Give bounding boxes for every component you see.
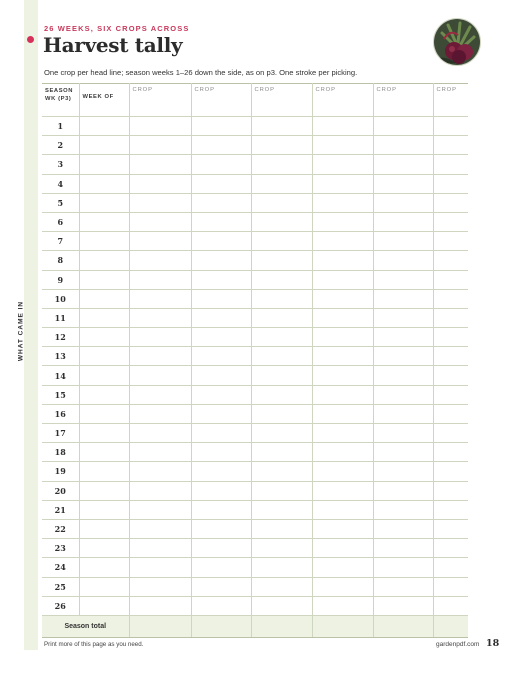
- tally-cell[interactable]: [433, 385, 468, 404]
- total-cell[interactable]: [312, 615, 373, 637]
- week-of-cell[interactable]: [79, 577, 129, 596]
- tally-cell[interactable]: [433, 500, 468, 519]
- tally-cell[interactable]: [373, 443, 433, 462]
- week-number: 2: [42, 136, 79, 155]
- tally-cell[interactable]: [433, 366, 468, 385]
- tally-cell[interactable]: [251, 328, 312, 347]
- week-number: 24: [42, 558, 79, 577]
- table-row: [42, 174, 468, 193]
- week-number: 4: [42, 174, 79, 193]
- tally-cell[interactable]: [251, 117, 312, 136]
- table-row: [42, 519, 468, 538]
- tally-cell[interactable]: [433, 136, 468, 155]
- season-week-header: [42, 84, 79, 117]
- tally-cell[interactable]: [191, 193, 251, 212]
- week-of-cell[interactable]: [79, 212, 129, 231]
- tally-cell[interactable]: [373, 424, 433, 443]
- tally-cell[interactable]: [191, 385, 251, 404]
- week-number: 3: [42, 155, 79, 174]
- tally-cell[interactable]: [129, 443, 191, 462]
- week-number: 19: [42, 462, 79, 481]
- week-of-cell[interactable]: [79, 558, 129, 577]
- tally-cell[interactable]: [129, 481, 191, 500]
- week-of-cell[interactable]: [79, 136, 129, 155]
- tally-cell[interactable]: [251, 462, 312, 481]
- week-number: 23: [42, 539, 79, 558]
- season-header-line2: WK (P3): [45, 96, 72, 102]
- week-of-cell[interactable]: [79, 328, 129, 347]
- tally-cell[interactable]: [373, 270, 433, 289]
- table-row: [42, 308, 468, 327]
- tally-cell[interactable]: [251, 289, 312, 308]
- tally-cell[interactable]: [312, 443, 373, 462]
- tally-cell[interactable]: [129, 270, 191, 289]
- tally-cell[interactable]: [129, 366, 191, 385]
- week-of-cell[interactable]: [79, 539, 129, 558]
- tally-cell[interactable]: [251, 404, 312, 423]
- tally-cell[interactable]: [251, 347, 312, 366]
- tally-cell[interactable]: [251, 136, 312, 155]
- tally-cell[interactable]: [251, 155, 312, 174]
- tally-cell[interactable]: [433, 596, 468, 615]
- week-of-header: WEEK OF: [79, 84, 129, 117]
- page-number: 18: [486, 638, 500, 649]
- beet-photo: [433, 18, 481, 66]
- tally-cell[interactable]: [433, 328, 468, 347]
- tally-cell[interactable]: [312, 404, 373, 423]
- week-of-cell[interactable]: [79, 596, 129, 615]
- tally-cell[interactable]: [129, 462, 191, 481]
- tally-cell[interactable]: [433, 117, 468, 136]
- week-of-cell[interactable]: [79, 443, 129, 462]
- tally-cell[interactable]: [191, 577, 251, 596]
- tally-cell[interactable]: [373, 404, 433, 423]
- week-of-cell[interactable]: [79, 500, 129, 519]
- accent-dot: [27, 36, 34, 43]
- tally-cell[interactable]: [433, 404, 468, 423]
- tally-cell[interactable]: [312, 232, 373, 251]
- side-strip: [24, 0, 38, 650]
- week-number: 5: [42, 193, 79, 212]
- tally-cell[interactable]: [373, 289, 433, 308]
- tally-cell[interactable]: [251, 577, 312, 596]
- tally-cell[interactable]: [129, 289, 191, 308]
- tally-cell[interactable]: [251, 308, 312, 327]
- crop-header[interactable]: CROP: [373, 84, 433, 117]
- tally-cell[interactable]: [312, 347, 373, 366]
- week-of-cell[interactable]: [79, 174, 129, 193]
- week-of-cell[interactable]: [79, 117, 129, 136]
- tally-cell[interactable]: [433, 462, 468, 481]
- table-row: [42, 328, 468, 347]
- tally-cell[interactable]: [191, 347, 251, 366]
- header-row: [42, 84, 468, 117]
- tally-cell[interactable]: [433, 577, 468, 596]
- tally-cell[interactable]: [433, 270, 468, 289]
- tally-cell[interactable]: [312, 500, 373, 519]
- tally-cell[interactable]: [191, 328, 251, 347]
- table-row: [42, 462, 468, 481]
- tally-cell[interactable]: [251, 270, 312, 289]
- tally-cell[interactable]: [433, 174, 468, 193]
- tally-cell[interactable]: [129, 193, 191, 212]
- tally-cell[interactable]: [433, 193, 468, 212]
- tally-cell[interactable]: [251, 558, 312, 577]
- week-of-cell[interactable]: [79, 366, 129, 385]
- tally-cell[interactable]: [129, 232, 191, 251]
- week-of-cell[interactable]: [79, 519, 129, 538]
- tally-cell[interactable]: [129, 577, 191, 596]
- tally-cell[interactable]: [312, 424, 373, 443]
- week-number: 10: [42, 289, 79, 308]
- crop-header[interactable]: CROP: [129, 84, 191, 117]
- tally-cell[interactable]: [129, 500, 191, 519]
- table-row: [42, 424, 468, 443]
- table-row: [42, 251, 468, 270]
- week-number: 12: [42, 328, 79, 347]
- total-cell[interactable]: [251, 615, 312, 637]
- tally-cell[interactable]: [312, 251, 373, 270]
- tally-cell[interactable]: [373, 385, 433, 404]
- tally-cell[interactable]: [373, 500, 433, 519]
- table-row: [42, 596, 468, 615]
- week-of-cell[interactable]: [79, 481, 129, 500]
- week-of-cell[interactable]: [79, 289, 129, 308]
- tally-cell[interactable]: [373, 462, 433, 481]
- tally-cell[interactable]: [191, 500, 251, 519]
- tally-cell[interactable]: [312, 328, 373, 347]
- week-number: 26: [42, 596, 79, 615]
- table-row: [42, 347, 468, 366]
- tally-cell[interactable]: [251, 500, 312, 519]
- total-cell[interactable]: [373, 615, 433, 637]
- eyebrow: 26 WEEKS, SIX CROPS ACROSS: [44, 24, 190, 33]
- tally-cell[interactable]: [433, 558, 468, 577]
- tally-cell[interactable]: [433, 347, 468, 366]
- week-number: 20: [42, 481, 79, 500]
- tally-cell[interactable]: [191, 251, 251, 270]
- tally-cell[interactable]: [129, 404, 191, 423]
- tally-cell[interactable]: [373, 366, 433, 385]
- tally-cell[interactable]: [373, 174, 433, 193]
- tally-cell[interactable]: [373, 155, 433, 174]
- tally-cell[interactable]: [129, 385, 191, 404]
- tally-cell[interactable]: [373, 232, 433, 251]
- tally-cell[interactable]: [191, 424, 251, 443]
- instructions: One crop per head line; season weeks 1–26 down the side, as on p3. One stroke per picking.: [44, 68, 358, 77]
- tally-cell[interactable]: [433, 251, 468, 270]
- tally-cell[interactable]: [312, 519, 373, 538]
- tally-cell[interactable]: [373, 193, 433, 212]
- week-number: 1: [42, 117, 79, 136]
- table-row: [42, 117, 468, 136]
- tally-cell[interactable]: [191, 462, 251, 481]
- tally-cell[interactable]: [129, 155, 191, 174]
- crop-header[interactable]: CROP: [191, 84, 251, 117]
- table-row: [42, 443, 468, 462]
- tally-cell[interactable]: [433, 539, 468, 558]
- tally-cell[interactable]: [312, 136, 373, 155]
- footer-note: Print more of this page as you need.: [44, 641, 144, 648]
- tally-cell[interactable]: [373, 328, 433, 347]
- week-of-cell[interactable]: [79, 404, 129, 423]
- tally-cell[interactable]: [312, 596, 373, 615]
- tally-table: [42, 83, 468, 638]
- crop-header[interactable]: CROP: [312, 84, 373, 117]
- tally-cell[interactable]: [312, 539, 373, 558]
- page-title: Harvest tally: [43, 33, 183, 57]
- table-row: [42, 385, 468, 404]
- tally-cell[interactable]: [191, 174, 251, 193]
- tally-cell[interactable]: [129, 212, 191, 231]
- week-of-cell[interactable]: [79, 232, 129, 251]
- tally-cell[interactable]: [373, 519, 433, 538]
- tally-cell[interactable]: [373, 577, 433, 596]
- week-of-cell[interactable]: [79, 155, 129, 174]
- side-label: WHAT CAME IN: [17, 300, 25, 362]
- week-of-cell[interactable]: [79, 251, 129, 270]
- tally-cell[interactable]: [312, 366, 373, 385]
- tally-cell[interactable]: [191, 558, 251, 577]
- week-number: 7: [42, 232, 79, 251]
- tally-cell[interactable]: [129, 596, 191, 615]
- table-row: [42, 481, 468, 500]
- tally-cell[interactable]: [433, 519, 468, 538]
- tally-cell[interactable]: [312, 155, 373, 174]
- tally-cell[interactable]: [433, 481, 468, 500]
- tally-cell[interactable]: [129, 519, 191, 538]
- tally-cell[interactable]: [373, 539, 433, 558]
- footer-site[interactable]: gardenpdf.com: [436, 641, 480, 648]
- tally-cell[interactable]: [191, 539, 251, 558]
- table-row: [42, 558, 468, 577]
- table-row: [42, 500, 468, 519]
- week-number: 22: [42, 519, 79, 538]
- tally-cell[interactable]: [191, 212, 251, 231]
- tally-cell[interactable]: [373, 347, 433, 366]
- table-row: [42, 366, 468, 385]
- tally-cell[interactable]: [433, 289, 468, 308]
- tally-cell[interactable]: [433, 232, 468, 251]
- tally-cell[interactable]: [191, 308, 251, 327]
- table-row: [42, 212, 468, 231]
- tally-cell[interactable]: [251, 424, 312, 443]
- crop-header[interactable]: CROP: [433, 84, 468, 117]
- tally-cell[interactable]: [251, 193, 312, 212]
- tally-cell[interactable]: [129, 539, 191, 558]
- week-number: 14: [42, 366, 79, 385]
- total-cell[interactable]: [129, 615, 191, 637]
- tally-cell[interactable]: [191, 519, 251, 538]
- week-of-cell[interactable]: [79, 193, 129, 212]
- tally-cell[interactable]: [129, 328, 191, 347]
- tally-cell[interactable]: [433, 212, 468, 231]
- tally-cell[interactable]: [312, 174, 373, 193]
- week-of-cell[interactable]: [79, 424, 129, 443]
- week-number: 15: [42, 385, 79, 404]
- tally-cell[interactable]: [312, 385, 373, 404]
- tally-grid: [42, 83, 468, 638]
- tally-cell[interactable]: [312, 270, 373, 289]
- week-of-cell[interactable]: [79, 270, 129, 289]
- week-number: 16: [42, 404, 79, 423]
- crop-header[interactable]: CROP: [251, 84, 312, 117]
- week-number: 8: [42, 251, 79, 270]
- week-number: 6: [42, 212, 79, 231]
- week-number: 18: [42, 443, 79, 462]
- tally-cell[interactable]: [191, 155, 251, 174]
- tally-cell[interactable]: [251, 596, 312, 615]
- tally-cell[interactable]: [312, 212, 373, 231]
- tally-cell[interactable]: [433, 308, 468, 327]
- tally-cell[interactable]: [251, 443, 312, 462]
- tally-cell[interactable]: [373, 481, 433, 500]
- tally-cell[interactable]: [191, 289, 251, 308]
- week-of-cell[interactable]: [79, 385, 129, 404]
- week-number: 11: [42, 308, 79, 327]
- tally-cell[interactable]: [129, 136, 191, 155]
- tally-cell[interactable]: [129, 308, 191, 327]
- table-row: [42, 539, 468, 558]
- table-row: [42, 289, 468, 308]
- week-number: 17: [42, 424, 79, 443]
- tally-cell[interactable]: [312, 117, 373, 136]
- tally-cell[interactable]: [191, 481, 251, 500]
- season-total-label: Season total: [42, 615, 129, 637]
- tally-cell[interactable]: [251, 232, 312, 251]
- tally-cell[interactable]: [373, 558, 433, 577]
- tally-cell[interactable]: [191, 443, 251, 462]
- tally-cell[interactable]: [191, 596, 251, 615]
- tally-cell[interactable]: [433, 155, 468, 174]
- tally-cell[interactable]: [251, 251, 312, 270]
- tally-cell[interactable]: [373, 117, 433, 136]
- week-of-cell[interactable]: [79, 347, 129, 366]
- week-of-cell[interactable]: [79, 308, 129, 327]
- tally-cell[interactable]: [191, 366, 251, 385]
- tally-cell[interactable]: [312, 462, 373, 481]
- week-number: 13: [42, 347, 79, 366]
- tally-cell[interactable]: [433, 424, 468, 443]
- tally-cell[interactable]: [312, 193, 373, 212]
- tally-cell[interactable]: [191, 270, 251, 289]
- week-number: 9: [42, 270, 79, 289]
- tally-cell[interactable]: [312, 481, 373, 500]
- tally-cell[interactable]: [312, 558, 373, 577]
- tally-cell[interactable]: [373, 308, 433, 327]
- tally-cell[interactable]: [373, 212, 433, 231]
- tally-cell[interactable]: [251, 385, 312, 404]
- week-number: 25: [42, 577, 79, 596]
- total-cell[interactable]: [191, 615, 251, 637]
- tally-cell[interactable]: [312, 577, 373, 596]
- table-row: [42, 232, 468, 251]
- week-number: 21: [42, 500, 79, 519]
- table-row: [42, 577, 468, 596]
- tally-cell[interactable]: [251, 481, 312, 500]
- week-rows: [42, 117, 468, 616]
- tally-cell[interactable]: [433, 443, 468, 462]
- tally-cell[interactable]: [251, 174, 312, 193]
- tally-cell[interactable]: [129, 558, 191, 577]
- table-row: [42, 193, 468, 212]
- tally-cell[interactable]: [129, 251, 191, 270]
- tally-cell[interactable]: [251, 212, 312, 231]
- tally-cell[interactable]: [191, 117, 251, 136]
- tally-cell[interactable]: [312, 308, 373, 327]
- tally-cell[interactable]: [251, 539, 312, 558]
- table-row: [42, 270, 468, 289]
- tally-cell[interactable]: [251, 366, 312, 385]
- week-of-cell[interactable]: [79, 462, 129, 481]
- tally-cell[interactable]: [129, 174, 191, 193]
- table-row: [42, 155, 468, 174]
- table-row: [42, 404, 468, 423]
- season-header-line1: SEASON: [45, 88, 74, 94]
- tally-cell[interactable]: [373, 136, 433, 155]
- tally-cell[interactable]: [251, 519, 312, 538]
- tally-cell[interactable]: [129, 117, 191, 136]
- tally-cell[interactable]: [191, 136, 251, 155]
- tally-cell[interactable]: [191, 404, 251, 423]
- table-row: [42, 136, 468, 155]
- tally-cell[interactable]: [129, 424, 191, 443]
- tally-cell[interactable]: [312, 289, 373, 308]
- tally-cell[interactable]: [129, 347, 191, 366]
- tally-cell[interactable]: [373, 251, 433, 270]
- tally-cell[interactable]: [373, 596, 433, 615]
- total-cell[interactable]: [433, 615, 468, 637]
- season-total-row: [42, 615, 468, 637]
- tally-cell[interactable]: [191, 232, 251, 251]
